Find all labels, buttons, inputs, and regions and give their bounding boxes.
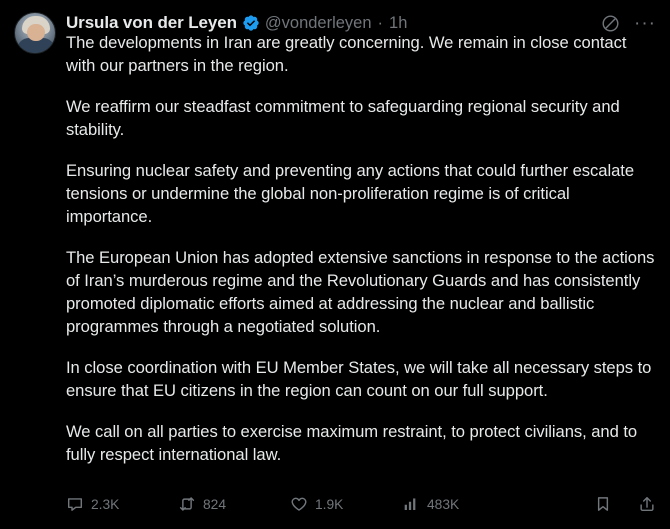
author-handle[interactable]: @vonderleyen — [264, 13, 372, 32]
heart-icon — [290, 495, 308, 513]
tweet-text — [66, 31, 656, 466]
author-name-line — [66, 13, 583, 33]
meta-separator: · — [377, 13, 384, 32]
tweet-paragraph-2: We reaffirm our steadfast commitment to safeguarding regional security and stability. — [66, 97, 620, 139]
reply-icon — [66, 495, 84, 513]
tweet-timestamp[interactable]: 1h — [389, 13, 408, 32]
avatar[interactable] — [14, 12, 56, 54]
views-bar-chart-icon — [402, 495, 420, 513]
views-button[interactable] — [402, 495, 514, 513]
more-options-icon[interactable]: ··· — [634, 12, 656, 34]
reply-button[interactable] — [66, 495, 178, 513]
author-block — [66, 12, 583, 33]
share-button[interactable] — [638, 495, 656, 513]
like-button[interactable] — [290, 495, 402, 513]
tweet-paragraph-1: The developments in Iran are greatly concerning. We remain in close contact with our partners in the region. — [66, 33, 627, 75]
views-count: 483K — [427, 496, 460, 512]
retweet-button[interactable] — [178, 495, 290, 513]
author-display-name[interactable]: Ursula von der Leyen — [66, 13, 237, 32]
bookmark-button[interactable] — [594, 495, 612, 513]
retweet-icon — [178, 495, 196, 513]
retweet-count: 824 — [203, 496, 227, 512]
reply-count: 2.3K — [91, 496, 120, 512]
like-count: 1.9K — [315, 496, 344, 512]
header-actions — [601, 12, 656, 33]
verified-badge-icon — [242, 14, 260, 32]
tweet-action-bar — [66, 487, 656, 521]
tweet-paragraph-6: We call on all parties to exercise maximum restraint, to protect civilians, and to fully respect international law. — [66, 422, 638, 464]
avatar-face-shape — [27, 24, 45, 41]
bookmark-icon — [594, 495, 612, 513]
tweet-paragraph-3: Ensuring nuclear safety and preventing any actions that could further escalate tensions or undermine the global non-proliferation regime is of critical importance. — [66, 161, 635, 226]
tweet-paragraph-5: In close coordination with EU Member States, we will take all necessary steps to ensure that EU citizens in the region can count on our full support. — [66, 358, 652, 400]
tweet-paragraph-4: The European Union has adopted extensive sanctions in response to the actions of Iran’s murderous regime and the Revolutionary Guards and has consistently promoted diplomatic efforts aimed at addressing the nuclear and ballistic programmes through a negotiated solution. — [66, 248, 655, 336]
share-upload-icon — [638, 495, 656, 513]
